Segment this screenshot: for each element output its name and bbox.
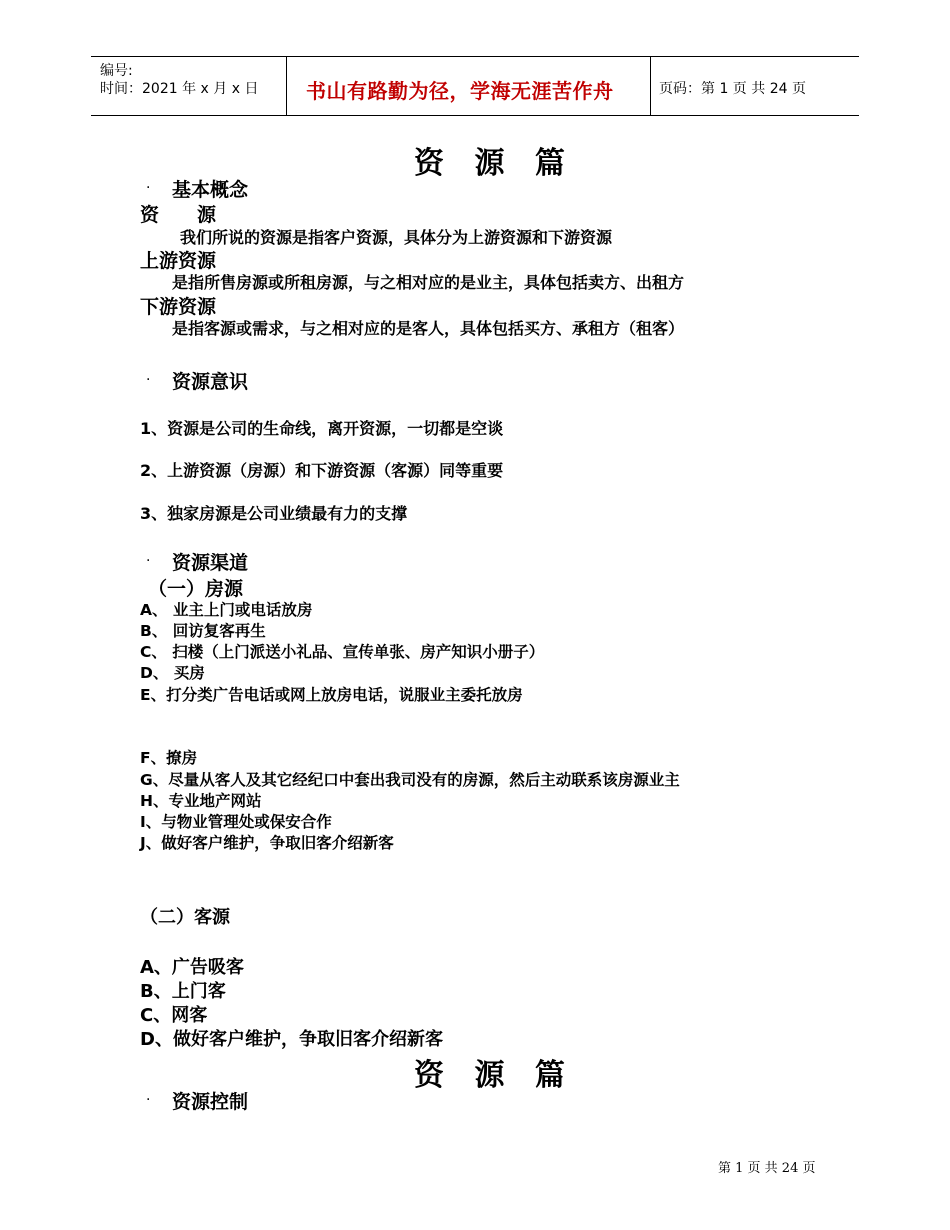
- time-label: 时间：2021 年 x 月 x 日: [100, 81, 259, 97]
- list-item: D、做好客户维护，争取旧客介绍新客: [140, 1029, 443, 1050]
- bullet-icon: ·: [146, 372, 151, 388]
- list-item: C、网客: [140, 1005, 208, 1026]
- page-footer: 第 1 页 共 24 页: [718, 1161, 816, 1176]
- list-item: G、尽量从客人及其它经纪口中套出我司没有的房源，然后主动联系该房源业主: [140, 771, 680, 789]
- header-bottom-border: [91, 115, 859, 116]
- term-resource: 资 源: [140, 204, 217, 226]
- list-item: I、与物业管理处或保安合作: [140, 813, 332, 831]
- list-item: 3、独家房源是公司业绩最有力的支撑: [140, 504, 408, 523]
- list-item: J、做好客户维护，争取旧客介绍新客: [140, 834, 394, 852]
- list-item: C、 扫楼（上门派送小礼品、宣传单张、房产知识小册子）: [140, 643, 545, 661]
- list-item: F、撩房: [140, 749, 198, 767]
- header-divider-right: [650, 56, 651, 115]
- bullet-icon: ·: [146, 1092, 151, 1108]
- bullet-icon: ·: [146, 553, 151, 569]
- term-downstream: 下游资源: [140, 296, 217, 318]
- list-item: B、上门客: [140, 981, 226, 1002]
- list-item: 2、上游资源（房源）和下游资源（客源）同等重要: [140, 461, 504, 480]
- list-item: H、专业地产网站: [140, 792, 262, 810]
- subsection-heading-listings: （一）房源: [148, 578, 244, 600]
- section-heading-awareness: 资源意识: [172, 371, 249, 393]
- list-item: B、 回访复客再生: [140, 622, 266, 640]
- def-downstream: 是指客源或需求，与之相对应的是客人，具体包括买方、承租方（租客）: [172, 319, 685, 338]
- def-upstream: 是指所售房源或所租房源，与之相对应的是业主，具体包括卖方、出租方: [172, 273, 685, 292]
- list-item: 1、资源是公司的生命线，离开资源，一切都是空谈: [140, 419, 504, 438]
- section-heading-channels: 资源渠道: [172, 552, 249, 574]
- doc-number-label: 编号:: [100, 63, 133, 79]
- section-heading-control: 资源控制: [172, 1091, 249, 1113]
- section-heading-basic-concepts: 基本概念: [172, 179, 249, 201]
- page-title: 资 源 篇: [414, 146, 575, 181]
- term-upstream: 上游资源: [140, 250, 217, 272]
- bullet-icon: ·: [146, 180, 151, 196]
- list-item: A、广告吸客: [140, 957, 244, 978]
- header-motto: 书山有路勤为径，学海无涯苦作舟: [306, 79, 614, 103]
- list-item: A、 业主上门或电话放房: [140, 601, 313, 619]
- page-title-repeat: 资 源 篇: [414, 1058, 575, 1093]
- list-item: E、打分类广告电话或网上放房电话，说服业主委托放房: [140, 686, 523, 704]
- header-top-border: [91, 56, 859, 57]
- list-item: D、 买房: [140, 664, 205, 682]
- def-resource: 我们所说的资源是指客户资源，具体分为上游资源和下游资源: [180, 228, 613, 247]
- subsection-heading-clients: （二）客源: [140, 907, 230, 928]
- header-divider-left: [286, 56, 287, 115]
- header-page-label: 页码：第 1 页 共 24 页: [659, 81, 806, 97]
